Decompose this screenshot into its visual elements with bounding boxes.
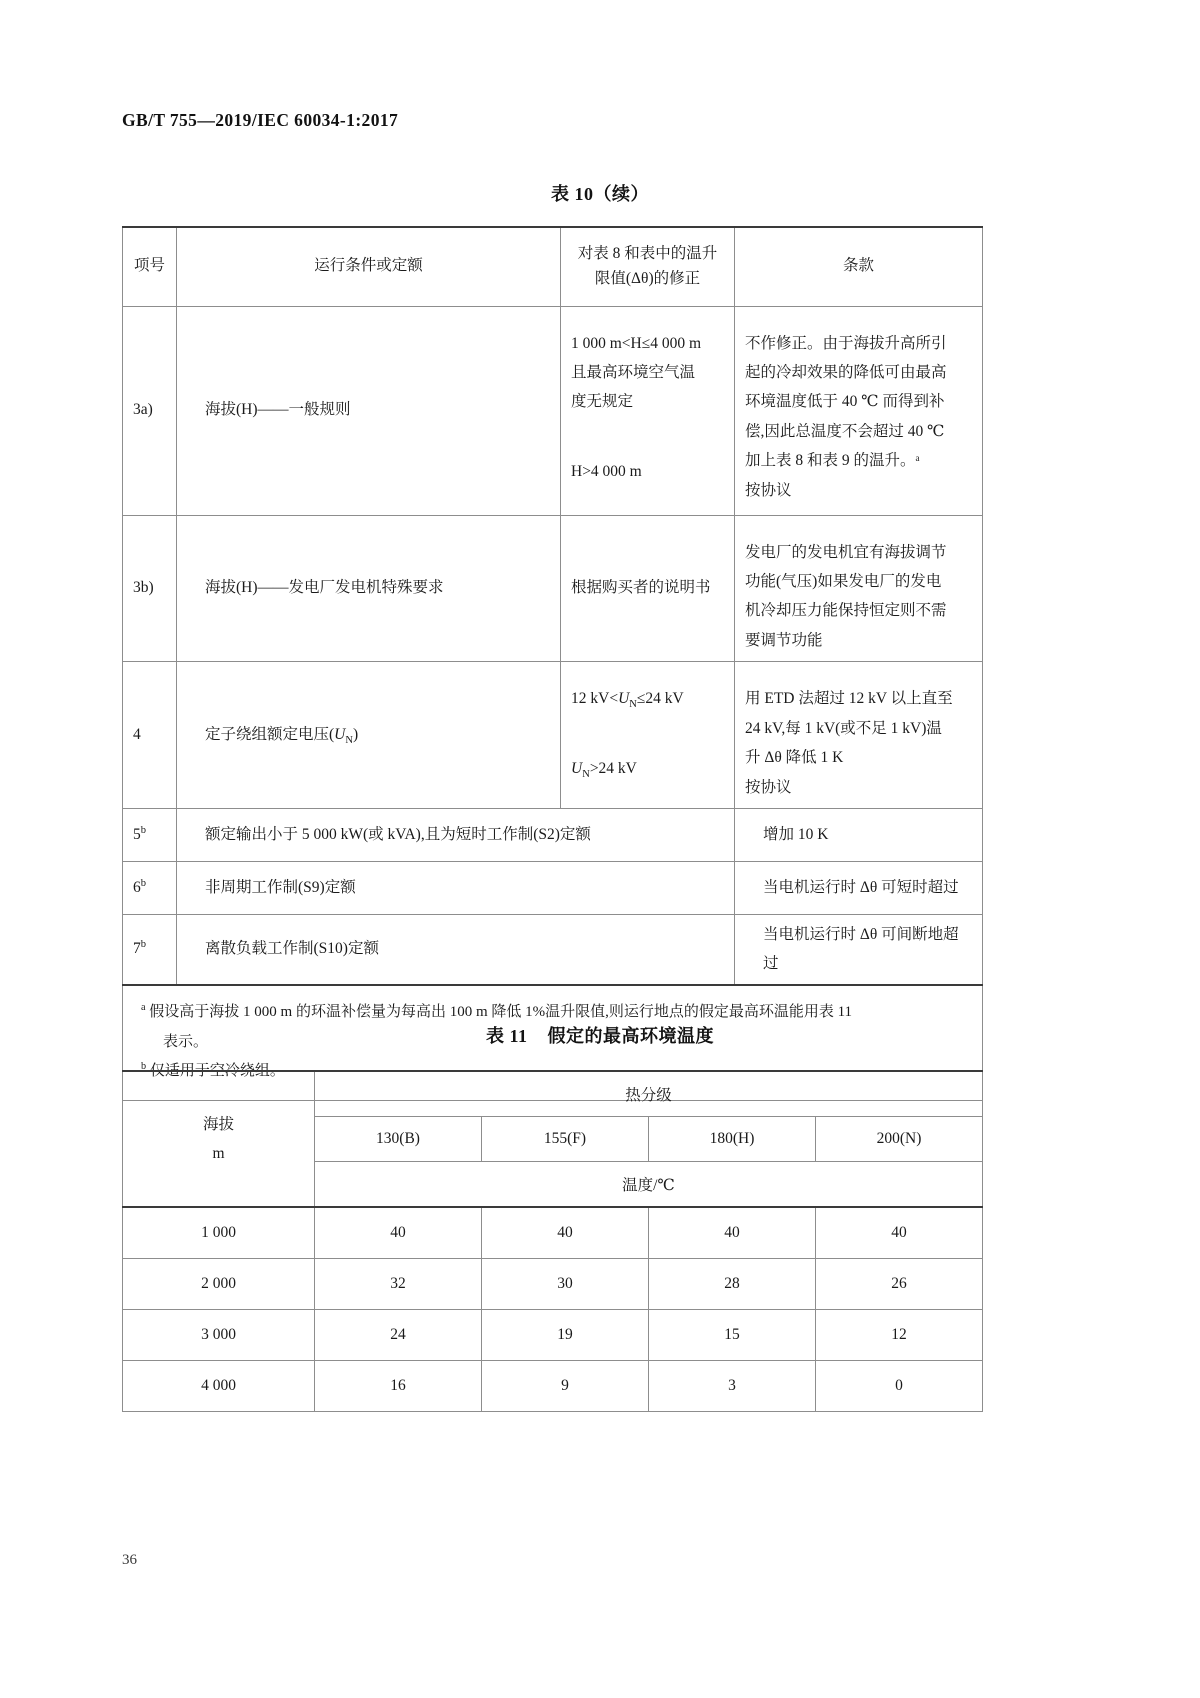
table-10-col-condition: 运行条件或定额 [177,227,561,306]
table-11-altitude-1000: 1 000 [123,1207,315,1259]
row-3b-item-no: 3b) [123,515,177,662]
table-11-cell-4000-200n: 0 [816,1361,983,1412]
table-11-cell-3000-130b: 24 [315,1310,482,1361]
table-row [123,1207,983,1259]
footnote-a-text-line-1: 假设高于海拔 1 000 m 的环温补偿量为每高出 100 m 降低 1%温升限值,则运行地点的假定最高环温能用表 11 [149,1004,853,1021]
running-header-standard-code: GB/T 755—2019/IEC 60034-1:2017 [122,110,399,130]
table-11-cell-1000-200n: 40 [816,1207,983,1259]
table-10 [122,226,983,1101]
table-11-unit-label: 温度/℃ [315,1162,983,1208]
row-4-clause [735,662,983,809]
table-11-class-200n: 200(N) [816,1117,983,1162]
table-11-row-header-line-2: m [212,1145,225,1162]
footnote-a-marker: a [141,1002,146,1014]
table-11-caption-title: 假定的最高环境温度 [547,1026,714,1046]
table-11-cell-3000-180h: 15 [649,1310,816,1361]
table-10-caption: 表 10（续） [551,184,649,204]
table-row [123,809,983,862]
table-11-class-155f: 155(F) [482,1117,649,1162]
table-11-cell-4000-180h: 3 [649,1361,816,1412]
table-row [123,1361,983,1412]
table-11-altitude-4000: 4 000 [123,1361,315,1412]
row-3a-clause-line-3: 环境温度低于 40 ℃ 而得到补 [745,393,945,411]
row-3b-clause-line-2: 功能(气压)如果发电厂的发电 [745,573,942,591]
table-11-altitude-2000: 2 000 [123,1259,315,1310]
row-3a-correction [561,306,735,515]
row-7-clause: 当电机运行时 Δθ 可间断地超过 [735,915,983,986]
row-4-correction-line-1: 12 $kV<U_N\le 24$ kV [571,690,684,711]
table-11-cell-2000-130b: 32 [315,1259,482,1310]
table-10-col-item-no: 项号 [123,227,177,306]
page-number: 36 [122,1552,137,1568]
table-11-class-180h: 180(H) [649,1117,816,1162]
footnote-b-text: 仅适用于空冷绕组。 [149,1062,285,1079]
table-row [123,1259,983,1310]
row-3a-clause-line-4: 偿,因此总温度不会超过 40 ℃ [745,422,945,440]
table-11-group-header-row [123,1071,983,1117]
row-3a-item-no: 3a) [123,306,177,515]
row-3a-correction-line-4: H>4 000 m [571,462,642,480]
table-11-cell-3000-200n: 12 [816,1310,983,1361]
row-6-item-no: 6$^b$ [123,862,177,915]
row-3b-condition: 海拔(H)——发电厂发电机特殊要求 [177,515,561,662]
correction-header-line-1: 对表 8 和表中的温升 [577,245,718,262]
table-10-col-correction [561,227,735,306]
footnote-a-text-line-2: 表示。 [163,1033,209,1050]
row-3b-clause-line-4: 要调节功能 [745,631,823,649]
table-row [123,1310,983,1361]
table-11-caption [0,1022,1200,1048]
row-3a-clause-line-6: 按协议 [745,481,792,499]
row-4-correction-line-2: $U_N>24$ kV [571,759,637,780]
correction-header-line-2: 限值(Δθ)的修正 [594,269,701,287]
footnote-b-marker: b [141,1060,147,1072]
table-11-row-header-line-1: 海拔 [202,1115,234,1133]
table-11-class-130b: 130(B) [315,1117,482,1162]
row-3a-clause-line-5: 加上表 8 和表 9 的温升。ᵃ [745,452,920,470]
row-4-clause-line-1: 用 ETD 法超过 12 kV 以上直至 [745,690,953,708]
row-3b-clause-line-3: 机冷却压力能保持恒定则不需 [745,602,947,620]
table-row [123,662,983,809]
table-11-cell-3000-155f: 19 [482,1310,649,1361]
table-row [123,915,983,986]
row-4-correction [561,662,735,809]
row-3a-correction-line-2: 且最高环境空气温 [571,364,696,382]
table-row [123,862,983,915]
row-3b-clause-line-1: 发电厂的发电机宜有海拔调节 [745,543,947,561]
table-11-container [122,1070,982,1412]
row-3a-condition: 海拔(H)——一般规则 [177,306,561,515]
row-3a-clause-line-2: 起的冷却效果的降低可由最高 [745,364,947,382]
table-11-group-header: 热分级 [315,1071,983,1117]
table-10-header-row [123,227,983,306]
row-5-clause: 增加 10 K [735,809,983,862]
row-7-condition: 离散负载工作制(S10)定额 [177,915,735,986]
table-11-cell-1000-180h: 40 [649,1207,816,1259]
row-3a-clause-line-1: 不作修正。由于海拔升高所引 [745,334,947,352]
table-row [123,306,983,515]
row-4-clause-line-4: 按协议 [745,778,792,796]
row-3b-correction: 根据购买者的说明书 [561,515,735,662]
row-6-condition: 非周期工作制(S9)定额 [177,862,735,915]
table-10-container [122,226,982,1101]
table-row [123,515,983,662]
row-4-item-no: 4 [123,662,177,809]
table-11-caption-number: 表 11 [485,1026,528,1046]
table-11-cell-1000-130b: 40 [315,1207,482,1259]
table-11 [122,1070,983,1412]
table-11-cell-2000-200n: 26 [816,1259,983,1310]
row-5-item-no: 5$^b$ [123,809,177,862]
table-11-cell-2000-155f: 30 [482,1259,649,1310]
row-3a-clause [735,306,983,515]
table-11-cell-1000-155f: 40 [482,1207,649,1259]
row-4-clause-line-2: 24 kV,每 1 kV(或不足 1 kV)温 [745,719,942,737]
row-5-condition: 额定输出小于 5 000 kW(或 kVA),且为短时工作制(S2)定额 [177,809,735,862]
table-11-row-header [123,1071,315,1207]
table-10-col-clause: 条款 [735,227,983,306]
row-7-item-no: 7$^b$ [123,915,177,986]
table-11-cell-4000-155f: 9 [482,1361,649,1412]
row-4-condition: 定子绕组额定电压$(U_N)$ [177,662,561,809]
row-3a-correction-line-3: 度无规定 [571,393,634,411]
table-11-cell-4000-130b: 16 [315,1361,482,1412]
row-6-clause: 当电机运行时 Δθ 可短时超过 [735,862,983,915]
row-3b-clause [735,515,983,662]
row-4-clause-line-3: 升 Δθ 降低 1 K [745,749,844,767]
row-3a-correction-line-1: 1 000 m<H≤4 000 m [571,334,702,352]
table-11-altitude-3000: 3 000 [123,1310,315,1361]
table-11-cell-2000-180h: 28 [649,1259,816,1310]
